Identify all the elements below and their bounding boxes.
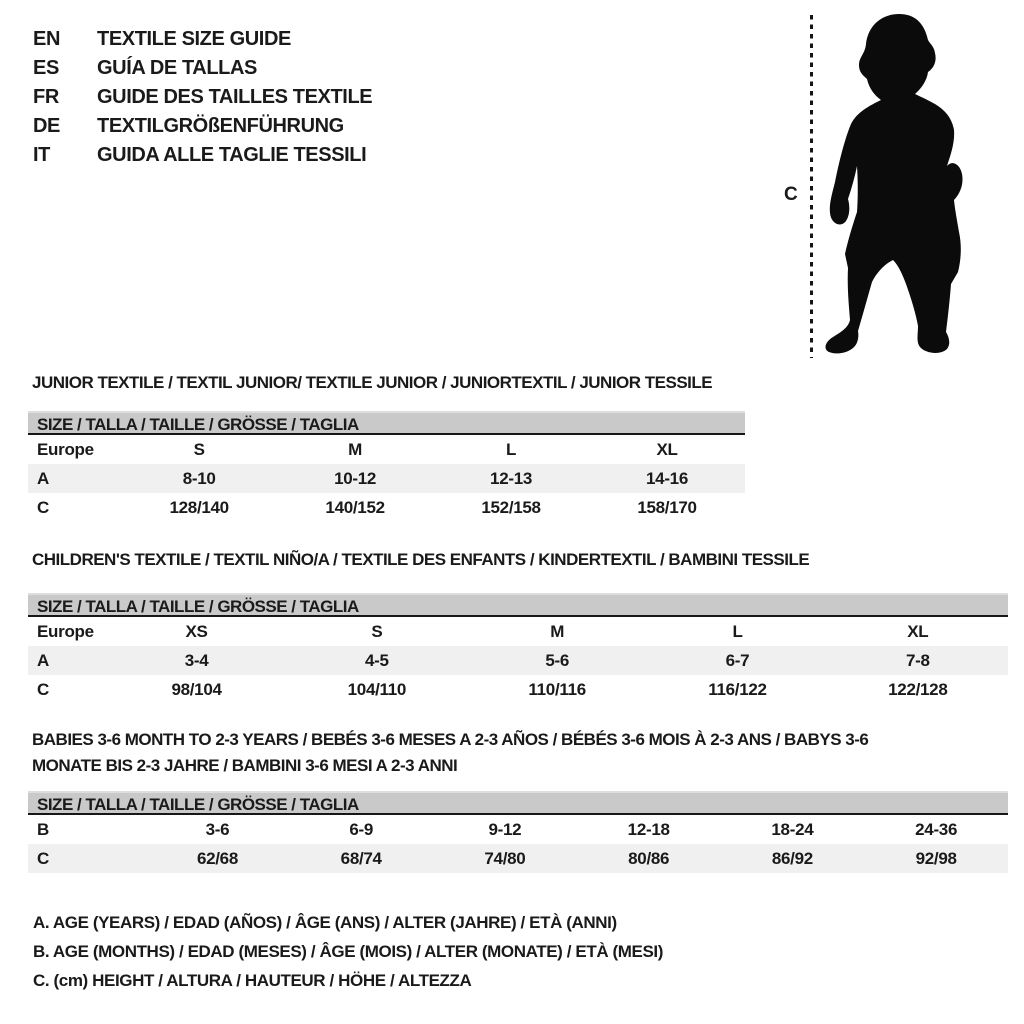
size-cell: 140/152 — [325, 497, 385, 517]
legend-footnotes — [33, 908, 663, 995]
size-cell: S — [193, 439, 205, 459]
section-title: BABIES 3-6 MONTH TO 2-3 YEARS / BEBÉS 3-6 MESES A 2-3 AÑOS / BÉBÉS 3-6 MOIS À 2-3 ANS / BABYS 3-6 MONATE BIS 2-3 JAHRE / BAMBINI 3-6 MESI A 2-3 ANNI — [32, 730, 869, 775]
size-cell: 158/170 — [637, 497, 697, 517]
table-row — [28, 646, 1008, 675]
size-cell: 12-13 — [490, 468, 533, 488]
size-cell: L — [506, 439, 517, 459]
size-cell: 4-5 — [365, 650, 389, 670]
section-title: CHILDREN'S TEXTILE / TEXTIL NIÑO/A / TEXTILE DES ENFANTS / KINDERTEXTIL / BAMBINI TESSILE — [32, 550, 810, 569]
section-title: JUNIOR TEXTILE / TEXTIL JUNIOR/ TEXTILE JUNIOR / JUNIORTEXTIL / JUNIOR TESSILE — [32, 373, 713, 392]
size-cell: XS — [185, 621, 208, 641]
size-cell: 3-4 — [184, 650, 209, 670]
language-row — [33, 54, 372, 83]
language-code: ES — [33, 57, 59, 79]
size-cell: S — [371, 621, 383, 641]
row-label: Europe — [37, 621, 94, 641]
legend-line: B. AGE (MONTHS) / EDAD (MESES) / ÂGE (MOIS) / ALTER (MONATE) / ETÀ (MESI) — [33, 942, 663, 961]
babies-textile-section — [28, 727, 1008, 868]
language-code: EN — [33, 28, 60, 50]
row-label: B — [37, 819, 49, 839]
language-row — [33, 141, 372, 170]
table-header-bar: SIZE / TALLA / TAILLE / GRÖSSE / TAGLIA — [28, 411, 745, 435]
size-cell: 68/74 — [340, 848, 382, 868]
size-cell: 152/158 — [481, 497, 541, 517]
table-row — [28, 617, 1008, 646]
toddler-silhouette — [820, 4, 972, 364]
size-cell: 116/122 — [708, 679, 767, 699]
size-table-wrap — [28, 791, 1008, 873]
size-cell: 24-36 — [915, 819, 958, 839]
language-code: IT — [33, 144, 50, 166]
size-cell: 74/80 — [484, 848, 526, 868]
language-row — [33, 83, 372, 112]
row-label: C — [37, 679, 49, 699]
size-cell: 86/92 — [771, 848, 813, 868]
size-cell: M — [550, 621, 565, 641]
table-row — [28, 493, 745, 522]
size-cell: 110/116 — [528, 679, 586, 699]
row-label: A — [37, 468, 49, 488]
size-cell: XL — [656, 439, 678, 459]
height-measure-label: C — [784, 184, 798, 205]
size-cell: 104/110 — [347, 679, 407, 699]
table-row — [28, 675, 1008, 704]
language-row — [33, 112, 372, 141]
table-row — [28, 464, 745, 493]
size-cell: 6-9 — [349, 819, 374, 839]
size-cell: 7-8 — [905, 650, 930, 670]
size-cell: 14-16 — [646, 468, 688, 488]
table-row — [28, 844, 1008, 873]
size-cell: 62/68 — [196, 848, 238, 868]
size-cell: 5-6 — [545, 650, 569, 670]
language-code: DE — [33, 115, 60, 137]
legend-line: A. AGE (YEARS) / EDAD (AÑOS) / ÂGE (ANS) / ALTER (JAHRE) / ETÀ (ANNI) — [33, 913, 617, 932]
row-label: Europe — [37, 439, 94, 459]
language-title-list — [33, 25, 372, 170]
language-row — [33, 25, 372, 54]
size-cell: 10-12 — [334, 468, 377, 488]
row-label: A — [37, 650, 49, 670]
junior-textile-section — [28, 370, 745, 517]
size-table — [28, 815, 1008, 873]
size-cell: 8-10 — [182, 468, 216, 488]
size-cell: 80/86 — [628, 848, 670, 868]
size-cell: 128/140 — [169, 497, 229, 517]
size-cell: 98/104 — [171, 679, 222, 699]
language-code: FR — [33, 86, 59, 108]
size-cell: 12-18 — [627, 819, 670, 839]
table-row — [28, 815, 1008, 844]
language-guide-title: GUÍA DE TALLAS — [97, 57, 257, 79]
height-measure-line — [810, 15, 813, 358]
size-table-wrap — [28, 593, 1008, 704]
size-table — [28, 435, 745, 522]
language-guide-title: TEXTILGRÖßENFÜHRUNG — [97, 115, 344, 137]
table-row — [28, 435, 745, 464]
row-label: C — [37, 497, 49, 517]
childrens-textile-section — [28, 547, 1008, 699]
size-cell: 18-24 — [771, 819, 814, 839]
size-cell: 122/128 — [888, 679, 948, 699]
row-label: C — [37, 848, 49, 868]
size-cell: XL — [907, 621, 929, 641]
size-cell: L — [732, 621, 743, 641]
size-cell: M — [348, 439, 363, 459]
size-table-wrap — [28, 411, 745, 522]
table-header-bar: SIZE / TALLA / TAILLE / GRÖSSE / TAGLIA — [28, 791, 1008, 815]
size-cell: 3-6 — [205, 819, 230, 839]
legend-line: C. (cm) HEIGHT / ALTURA / HAUTEUR / HÖHE / ALTEZZA — [33, 971, 472, 990]
size-table — [28, 617, 1008, 704]
size-cell: 9-12 — [488, 819, 522, 839]
size-cell: 92/98 — [915, 848, 957, 868]
size-cell: 6-7 — [725, 650, 750, 670]
table-header-bar: SIZE / TALLA / TAILLE / GRÖSSE / TAGLIA — [28, 593, 1008, 617]
language-guide-title: GUIDA ALLE TAGLIE TESSILI — [97, 144, 367, 166]
language-guide-title: GUIDE DES TAILLES TEXTILE — [97, 86, 373, 108]
language-guide-title: TEXTILE SIZE GUIDE — [97, 28, 291, 50]
